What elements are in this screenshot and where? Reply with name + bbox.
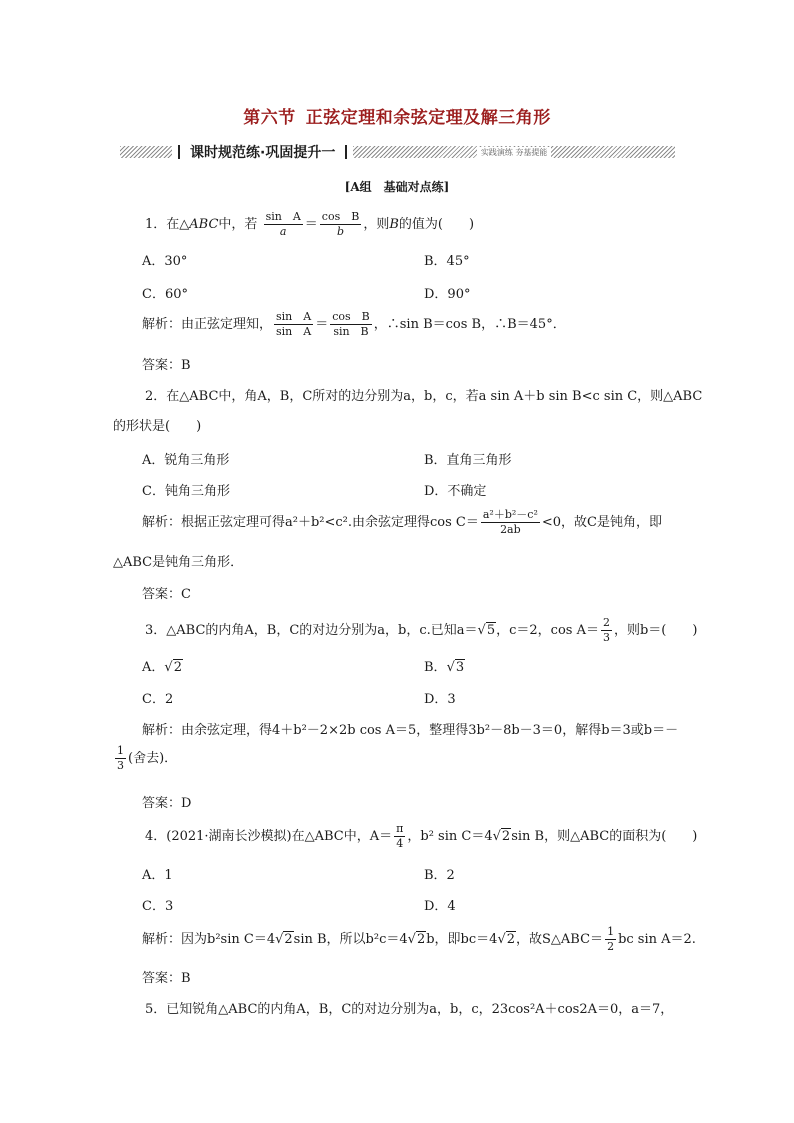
q3-answer: 答案：D [142, 796, 192, 811]
q2-stem-line2: 的形状是( ) [113, 419, 202, 434]
banner-hatch-left [120, 146, 172, 158]
q3-solution-line2: $\frac{1}{3}$ (舍去)． [117, 744, 178, 772]
q4-option-c: C．3 [142, 899, 174, 914]
q1-option-c: C．60° [142, 287, 188, 302]
q1-option-d: D．90° [424, 287, 471, 302]
group-label: [A组 基础对点练] [344, 180, 450, 194]
q4-answer: 答案：B [142, 971, 191, 986]
q1-solution: 解析：由正弦定理知， $\frac{\text{sin A}}{\text{sin A}}$ ＝ $\frac{\text{cos B}}{\text{sin B}}$ ，∴sin B＝cos B，∴B＝45°． [142, 310, 566, 338]
banner-hatch-right [353, 146, 675, 158]
q2-option-c: C．钝角三角形 [142, 484, 230, 499]
banner-slogan: 实践演练 夯基提能 [477, 147, 552, 158]
q4-solution: 解析：因为b²sin C＝4√2sin B，所以b²c＝4√2b，即bc＝4√2，故S△ABC＝ $\frac{1}{2}$ bc sin A＝2. [142, 925, 696, 953]
q1-option-a: A．30° [142, 254, 188, 269]
q2-option-d: D．不确定 [424, 484, 487, 499]
q1-fraction-2: $\frac{\text{cos B}}{b}$ [321, 210, 360, 238]
section-title [0, 103, 794, 128]
q3-option-a: A．√2 [142, 660, 182, 675]
section-banner [120, 143, 675, 161]
banner-bar-right [345, 145, 347, 159]
banner-title: 课时规范练·巩固提升一 [190, 145, 336, 161]
q1-answer: 答案：B [142, 358, 191, 373]
q3-option-d: D．3 [424, 692, 456, 707]
q3-solution-line1: 解析：由余弦定理，得4＋b²－2×2b cos A＝5，整理得3b²－8b－3＝0，解得b＝3或b＝－ [142, 723, 679, 738]
q2-answer: 答案：C [142, 587, 191, 602]
q2-solution-line2: △ABC是钝角三角形． [113, 555, 244, 570]
q4-option-d: D．4 [424, 899, 456, 914]
q1-fraction-1: $\frac{\text{sin A}}{a}$ [265, 210, 301, 238]
q3-option-c: C．2 [142, 692, 174, 707]
q4-option-b: B．2 [424, 868, 455, 883]
q5-stem-line1: 5．已知锐角△ABC的内角A，B，C的对边分别为a，b，c，23cos²A＋cos2A＝0，a＝7， [145, 1002, 674, 1017]
q1-stem: 1．在△ABC中，若 $\frac{\text{sin A}}{a}$ ＝ $\frac{\text{cos B}}{b}$ ，则B的值为( ) [145, 210, 475, 238]
q1-option-b: B．45° [424, 254, 470, 269]
q4-option-a: A．1 [142, 868, 173, 883]
section-heading: 正弦定理和余弦定理及解三角形 [305, 108, 551, 128]
q2-cos-fraction: $\frac{\text{a²＋b²－c²}}{2ab}$ [482, 508, 538, 536]
q3-option-b: B．√3 [424, 660, 465, 675]
banner-bar-left [178, 145, 180, 159]
q2-option-a: A．锐角三角形 [142, 453, 230, 468]
q3-stem: 3．△ABC的内角A，B，C的对边分别为a，b，c.已知a＝√5，c＝2，cos A＝ $\frac{2}{3}$ ，则b＝( ) [145, 616, 698, 644]
section-number: 第六节 [243, 108, 296, 128]
q2-solution-line1: 解析：根据正弦定理可得a²＋b²<c².由余弦定理得cos C＝ $\frac{\text{a²＋b²－c²}}{2ab}$ <0，故C是钝角，即 [142, 508, 662, 536]
q4-stem: 4．(2021·湖南长沙模拟)在△ABC中，A＝ $\frac{\pi}{4}$ ，b² sin C＝4√2sin B，则△ABC的面积为( ) [145, 822, 698, 850]
q2-option-b: B．直角三角形 [424, 453, 512, 468]
q2-stem-line1: 2．在△ABC中，角A，B，C所对的边分别为a，b，c，若a sin A＋b sin B<c sin C，则△ABC [145, 389, 703, 404]
